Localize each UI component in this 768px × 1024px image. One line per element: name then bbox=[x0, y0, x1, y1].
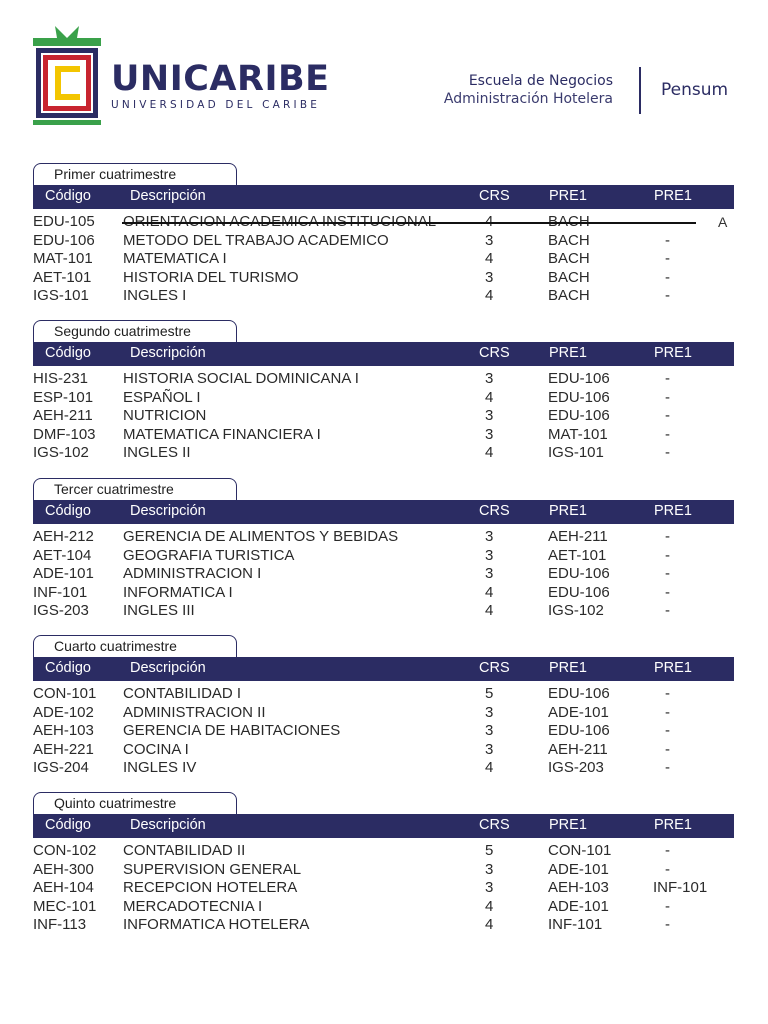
course-prereq2: - bbox=[665, 860, 670, 878]
course-list bbox=[33, 685, 734, 778]
course-credits: 4 bbox=[485, 250, 494, 268]
course-row bbox=[33, 741, 734, 760]
column-header-prereq1: PRE1 bbox=[549, 660, 587, 676]
header-divider bbox=[639, 67, 641, 114]
course-prereq1: AEH-211 bbox=[548, 528, 608, 545]
course-description: CONTABILIDAD II bbox=[123, 842, 246, 859]
course-description: INGLES IV bbox=[123, 759, 197, 777]
course-prereq2: - bbox=[665, 287, 670, 305]
column-header-code: Código bbox=[45, 817, 91, 833]
course-row bbox=[33, 861, 734, 880]
course-code: ESP-101 bbox=[33, 388, 94, 406]
course-prereq2: - bbox=[665, 250, 670, 268]
course-row bbox=[33, 213, 734, 232]
column-header-credits: CRS bbox=[479, 345, 510, 361]
course-prereq2: INF-101 bbox=[653, 879, 708, 897]
course-prereq1: BACH bbox=[548, 287, 590, 305]
unicaribe-logo bbox=[33, 24, 101, 128]
column-header-code: Código bbox=[45, 503, 91, 519]
brand bbox=[111, 60, 330, 111]
course-prereq2: - bbox=[665, 703, 670, 721]
school-info bbox=[444, 72, 613, 108]
course-description: INGLES I bbox=[123, 287, 187, 305]
course-prereq1: IGS-102 bbox=[548, 602, 604, 620]
course-prereq2: - bbox=[665, 268, 670, 286]
course-row bbox=[33, 547, 734, 566]
course-prereq2: - bbox=[665, 759, 670, 777]
course-prereq1: INF-101 bbox=[548, 916, 603, 934]
brand-subtitle: UNIVERSIDAD DEL CARIBE bbox=[111, 99, 321, 111]
column-header-prereq2: PRE1 bbox=[654, 345, 692, 361]
course-prereq2: - bbox=[665, 546, 670, 564]
course-description: NUTRICION bbox=[123, 407, 207, 425]
course-prereq1: EDU-106 bbox=[548, 407, 610, 425]
course-prereq2: - bbox=[665, 685, 670, 702]
handwritten-note: A bbox=[718, 214, 728, 230]
column-header-prereq2: PRE1 bbox=[654, 503, 692, 519]
column-header-prereq1: PRE1 bbox=[549, 817, 587, 833]
course-description: HISTORIA SOCIAL DOMINICANA I bbox=[123, 370, 359, 387]
course-row bbox=[33, 602, 734, 621]
course-description: GERENCIA DE ALIMENTOS Y BEBIDAS bbox=[123, 528, 399, 545]
brand-name: UNICARIBE bbox=[111, 59, 330, 99]
section-title: Primer cuatrimestre bbox=[54, 166, 177, 182]
course-credits: 5 bbox=[485, 685, 494, 702]
course-code: INF-113 bbox=[33, 916, 87, 934]
course-description: HISTORIA DEL TURISMO bbox=[123, 268, 299, 286]
course-row bbox=[33, 842, 734, 861]
course-list bbox=[33, 370, 734, 463]
course-code: DMF-103 bbox=[33, 425, 96, 443]
course-credits: 3 bbox=[485, 370, 494, 387]
course-prereq2: - bbox=[665, 565, 670, 583]
section-title: Segundo cuatrimestre bbox=[54, 323, 191, 339]
course-description: GEOGRAFIA TURISTICA bbox=[123, 546, 295, 564]
column-header-credits: CRS bbox=[479, 817, 510, 833]
course-prereq1: BACH bbox=[548, 268, 590, 286]
course-credits: 3 bbox=[485, 860, 494, 878]
course-row bbox=[33, 584, 734, 603]
course-row bbox=[33, 407, 734, 426]
column-header-description: Descripción bbox=[130, 345, 206, 361]
course-credits: 3 bbox=[485, 268, 494, 286]
course-credits: 3 bbox=[485, 546, 494, 564]
course-description: RECEPCION HOTELERA bbox=[123, 879, 298, 897]
course-prereq2: - bbox=[665, 388, 670, 406]
course-credits: 3 bbox=[485, 528, 494, 545]
table-header bbox=[33, 657, 734, 681]
section-title: Quinto cuatrimestre bbox=[54, 795, 177, 811]
course-row bbox=[33, 565, 734, 584]
course-prereq2: - bbox=[665, 602, 670, 620]
column-header-description: Descripción bbox=[130, 503, 206, 519]
course-prereq2: - bbox=[665, 740, 670, 758]
course-prereq1: CON-101 bbox=[548, 842, 612, 859]
course-code: AEH-221 bbox=[33, 740, 94, 758]
section-tab bbox=[33, 163, 237, 186]
course-prereq1: AET-101 bbox=[548, 546, 607, 564]
column-header-prereq1: PRE1 bbox=[549, 503, 587, 519]
course-prereq1: MAT-101 bbox=[548, 425, 608, 443]
course-description: GERENCIA DE HABITACIONES bbox=[123, 722, 341, 740]
course-row bbox=[33, 879, 734, 898]
column-header-credits: CRS bbox=[479, 503, 510, 519]
course-prereq1: EDU-106 bbox=[548, 583, 610, 601]
course-code: MEC-101 bbox=[33, 897, 97, 915]
course-code: CON-101 bbox=[33, 685, 97, 702]
school-name: Escuela de Negocios bbox=[468, 73, 613, 89]
course-prereq1: EDU-106 bbox=[548, 388, 610, 406]
course-code: AET-101 bbox=[33, 268, 92, 286]
course-prereq2: - bbox=[665, 370, 670, 387]
course-prereq1: ADE-101 bbox=[548, 860, 609, 878]
course-prereq1: IGS-101 bbox=[548, 444, 604, 462]
table-header bbox=[33, 185, 734, 209]
course-row bbox=[33, 426, 734, 445]
strikethrough-mark bbox=[122, 222, 696, 224]
course-row bbox=[33, 722, 734, 741]
course-credits: 3 bbox=[485, 740, 494, 758]
course-list bbox=[33, 213, 734, 306]
course-row bbox=[33, 370, 734, 389]
course-description: ESPAÑOL I bbox=[123, 388, 201, 406]
course-prereq1: EDU-106 bbox=[548, 565, 610, 583]
course-credits: 3 bbox=[485, 565, 494, 583]
section-tab bbox=[33, 320, 237, 343]
column-header-prereq2: PRE1 bbox=[654, 817, 692, 833]
course-row bbox=[33, 269, 734, 288]
course-row bbox=[33, 528, 734, 547]
course-credits: 3 bbox=[485, 722, 494, 740]
course-row bbox=[33, 685, 734, 704]
course-credits: 3 bbox=[485, 703, 494, 721]
course-description: MATEMATICA FINANCIERA I bbox=[123, 425, 321, 443]
column-header-description: Descripción bbox=[130, 660, 206, 676]
course-row bbox=[33, 759, 734, 778]
course-prereq1: EDU-106 bbox=[548, 370, 610, 387]
table-header bbox=[33, 814, 734, 838]
course-code: AEH-104 bbox=[33, 879, 94, 897]
course-code: IGS-204 bbox=[33, 759, 89, 777]
course-code: CON-102 bbox=[33, 842, 97, 859]
course-code: AEH-300 bbox=[33, 860, 94, 878]
course-prereq2: - bbox=[665, 528, 670, 545]
course-row bbox=[33, 444, 734, 463]
course-description: ADMINISTRACION I bbox=[123, 565, 262, 583]
column-header-description: Descripción bbox=[130, 188, 206, 204]
course-credits: 4 bbox=[485, 897, 494, 915]
course-credits: 3 bbox=[485, 407, 494, 425]
course-code: AEH-212 bbox=[33, 528, 94, 545]
course-row bbox=[33, 389, 734, 408]
course-credits: 4 bbox=[485, 602, 494, 620]
course-prereq1: EDU-106 bbox=[548, 722, 610, 740]
course-row bbox=[33, 916, 734, 935]
course-prereq2: - bbox=[665, 897, 670, 915]
course-credits: 4 bbox=[485, 444, 494, 462]
course-code: AEH-211 bbox=[33, 407, 93, 425]
section-tab bbox=[33, 635, 237, 658]
course-code: EDU-105 bbox=[33, 213, 95, 230]
table-header bbox=[33, 342, 734, 366]
course-code: ADE-102 bbox=[33, 703, 94, 721]
course-credits: 4 bbox=[485, 759, 494, 777]
column-header-description: Descripción bbox=[130, 817, 206, 833]
column-header-code: Código bbox=[45, 345, 91, 361]
course-code: AET-104 bbox=[33, 546, 92, 564]
course-description: ADMINISTRACION II bbox=[123, 703, 266, 721]
course-row bbox=[33, 250, 734, 269]
course-code: ADE-101 bbox=[33, 565, 94, 583]
course-code: IGS-101 bbox=[33, 287, 89, 305]
course-credits: 3 bbox=[485, 879, 494, 897]
course-prereq2: - bbox=[665, 722, 670, 740]
course-code: HIS-231 bbox=[33, 370, 89, 387]
course-description: CONTABILIDAD I bbox=[123, 685, 242, 702]
course-description: MATEMATICA I bbox=[123, 250, 227, 268]
section-title: Cuarto cuatrimestre bbox=[54, 638, 177, 654]
course-credits: 4 bbox=[485, 916, 494, 934]
column-header-prereq1: PRE1 bbox=[549, 345, 587, 361]
course-list bbox=[33, 528, 734, 621]
course-description: INFORMATICA I bbox=[123, 583, 233, 601]
course-prereq1: IGS-203 bbox=[548, 759, 604, 777]
column-header-credits: CRS bbox=[479, 188, 510, 204]
course-list bbox=[33, 842, 734, 935]
course-prereq2: - bbox=[665, 407, 670, 425]
course-prereq1: EDU-106 bbox=[548, 685, 610, 702]
course-code: AEH-103 bbox=[33, 722, 94, 740]
course-code: IGS-102 bbox=[33, 444, 89, 462]
column-header-prereq1: PRE1 bbox=[549, 188, 587, 204]
course-description: METODO DEL TRABAJO ACADEMICO bbox=[123, 231, 389, 249]
section-title: Tercer cuatrimestre bbox=[54, 481, 174, 497]
course-description: SUPERVISION GENERAL bbox=[123, 860, 302, 878]
course-description: COCINA I bbox=[123, 740, 189, 758]
column-header-prereq2: PRE1 bbox=[654, 188, 692, 204]
course-description: INFORMATICA HOTELERA bbox=[123, 916, 310, 934]
course-code: MAT-101 bbox=[33, 250, 93, 268]
column-header-credits: CRS bbox=[479, 660, 510, 676]
course-prereq2: - bbox=[665, 583, 670, 601]
column-header-code: Código bbox=[45, 188, 91, 204]
course-credits: 4 bbox=[485, 583, 494, 601]
course-prereq1: AEH-211 bbox=[548, 740, 608, 758]
course-code: EDU-106 bbox=[33, 231, 95, 249]
course-prereq1: AEH-103 bbox=[548, 879, 609, 897]
course-row bbox=[33, 232, 734, 251]
course-description: INGLES III bbox=[123, 602, 195, 620]
course-description: MERCADOTECNIA I bbox=[123, 897, 263, 915]
course-code: IGS-203 bbox=[33, 602, 89, 620]
course-description: INGLES II bbox=[123, 444, 191, 462]
course-credits: 4 bbox=[485, 287, 494, 305]
course-prereq2: - bbox=[665, 842, 670, 859]
course-row bbox=[33, 287, 734, 306]
course-prereq2: - bbox=[665, 231, 670, 249]
course-credits: 3 bbox=[485, 425, 494, 443]
section-tab bbox=[33, 792, 237, 815]
column-header-prereq2: PRE1 bbox=[654, 660, 692, 676]
course-prereq1: BACH bbox=[548, 231, 590, 249]
course-prereq2: - bbox=[665, 425, 670, 443]
course-prereq1: ADE-101 bbox=[548, 897, 609, 915]
course-row bbox=[33, 898, 734, 917]
course-prereq2: - bbox=[665, 916, 670, 934]
table-header bbox=[33, 500, 734, 524]
course-credits: 4 bbox=[485, 388, 494, 406]
column-header-code: Código bbox=[45, 660, 91, 676]
course-code: INF-101 bbox=[33, 583, 88, 601]
course-prereq2: - bbox=[665, 444, 670, 462]
course-credits: 5 bbox=[485, 842, 494, 859]
course-prereq1: BACH bbox=[548, 250, 590, 268]
program-name: Administración Hotelera bbox=[443, 91, 613, 107]
course-prereq1: ADE-101 bbox=[548, 703, 609, 721]
course-credits: 3 bbox=[485, 231, 494, 249]
section-tab bbox=[33, 478, 237, 501]
document-title: Pensum bbox=[661, 80, 729, 100]
course-row bbox=[33, 704, 734, 723]
